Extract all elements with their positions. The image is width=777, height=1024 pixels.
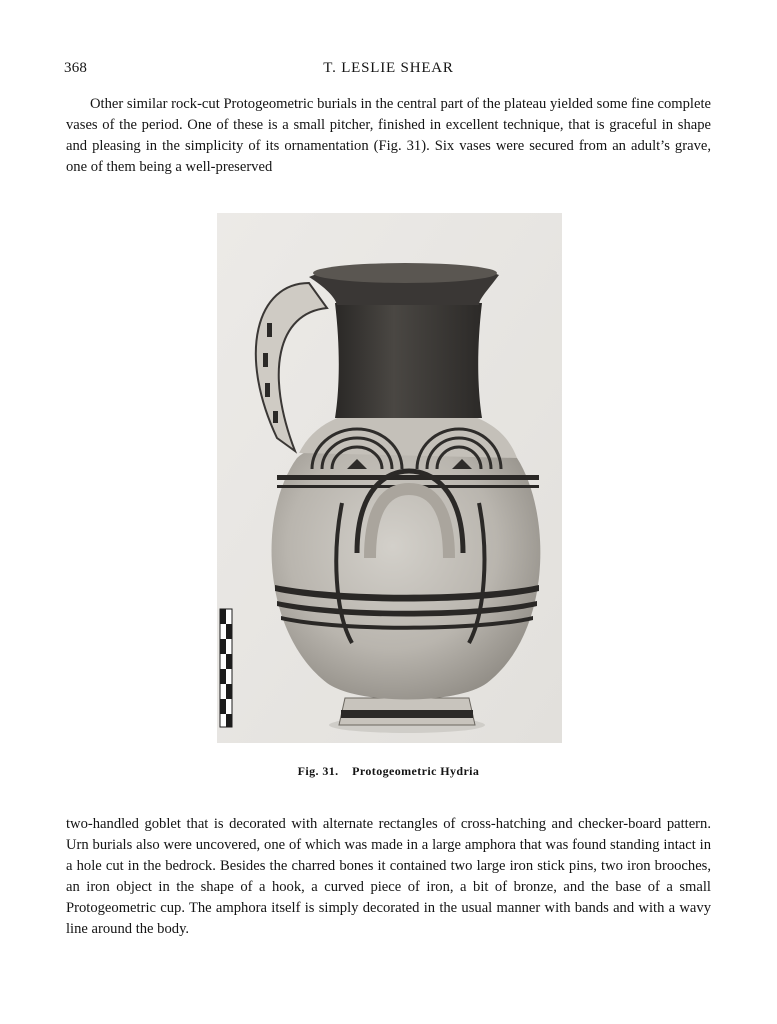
running-title: T. LESLIE SHEAR (323, 60, 454, 76)
body-paragraph-top: Other similar rock-cut Protogeometric burials in the central part of the plateau yielded some fine complete vases of the period. One of these is a small pitcher, finished in excellent technique, that is graceful in shape and pleasing in the simplicity of its ornamentation (Fig. 31). Six vases were secured from an adult’s grave, one of them being a well-preserved (66, 96, 711, 175)
figure-caption (0, 764, 777, 779)
body-paragraph-bottom: two-handled goblet that is decorated with alternate rectangles of cross-hatching and checker-board pattern. Urn burials also were uncovered, one of which was made in a large amphora that was found standing intact in a hole cut in the bedrock. Besides the charred bones it contained two large iron stick pins, two iron brooches, an iron object in the shape of a hook, a curved piece of iron, a bit of bronze, and the base of a small Protogeometric cup. The amphora itself is simply decorated in the usual manner with bands and with a wavy line around the body. (66, 816, 711, 937)
scale-bar (220, 609, 232, 727)
hydria-photo (217, 213, 562, 743)
figure-title: Protogeometric Hydria (352, 764, 480, 778)
figure-photograph (217, 213, 562, 743)
page-number: 368 (64, 60, 88, 76)
figure-label: Fig. 31. (297, 764, 339, 778)
